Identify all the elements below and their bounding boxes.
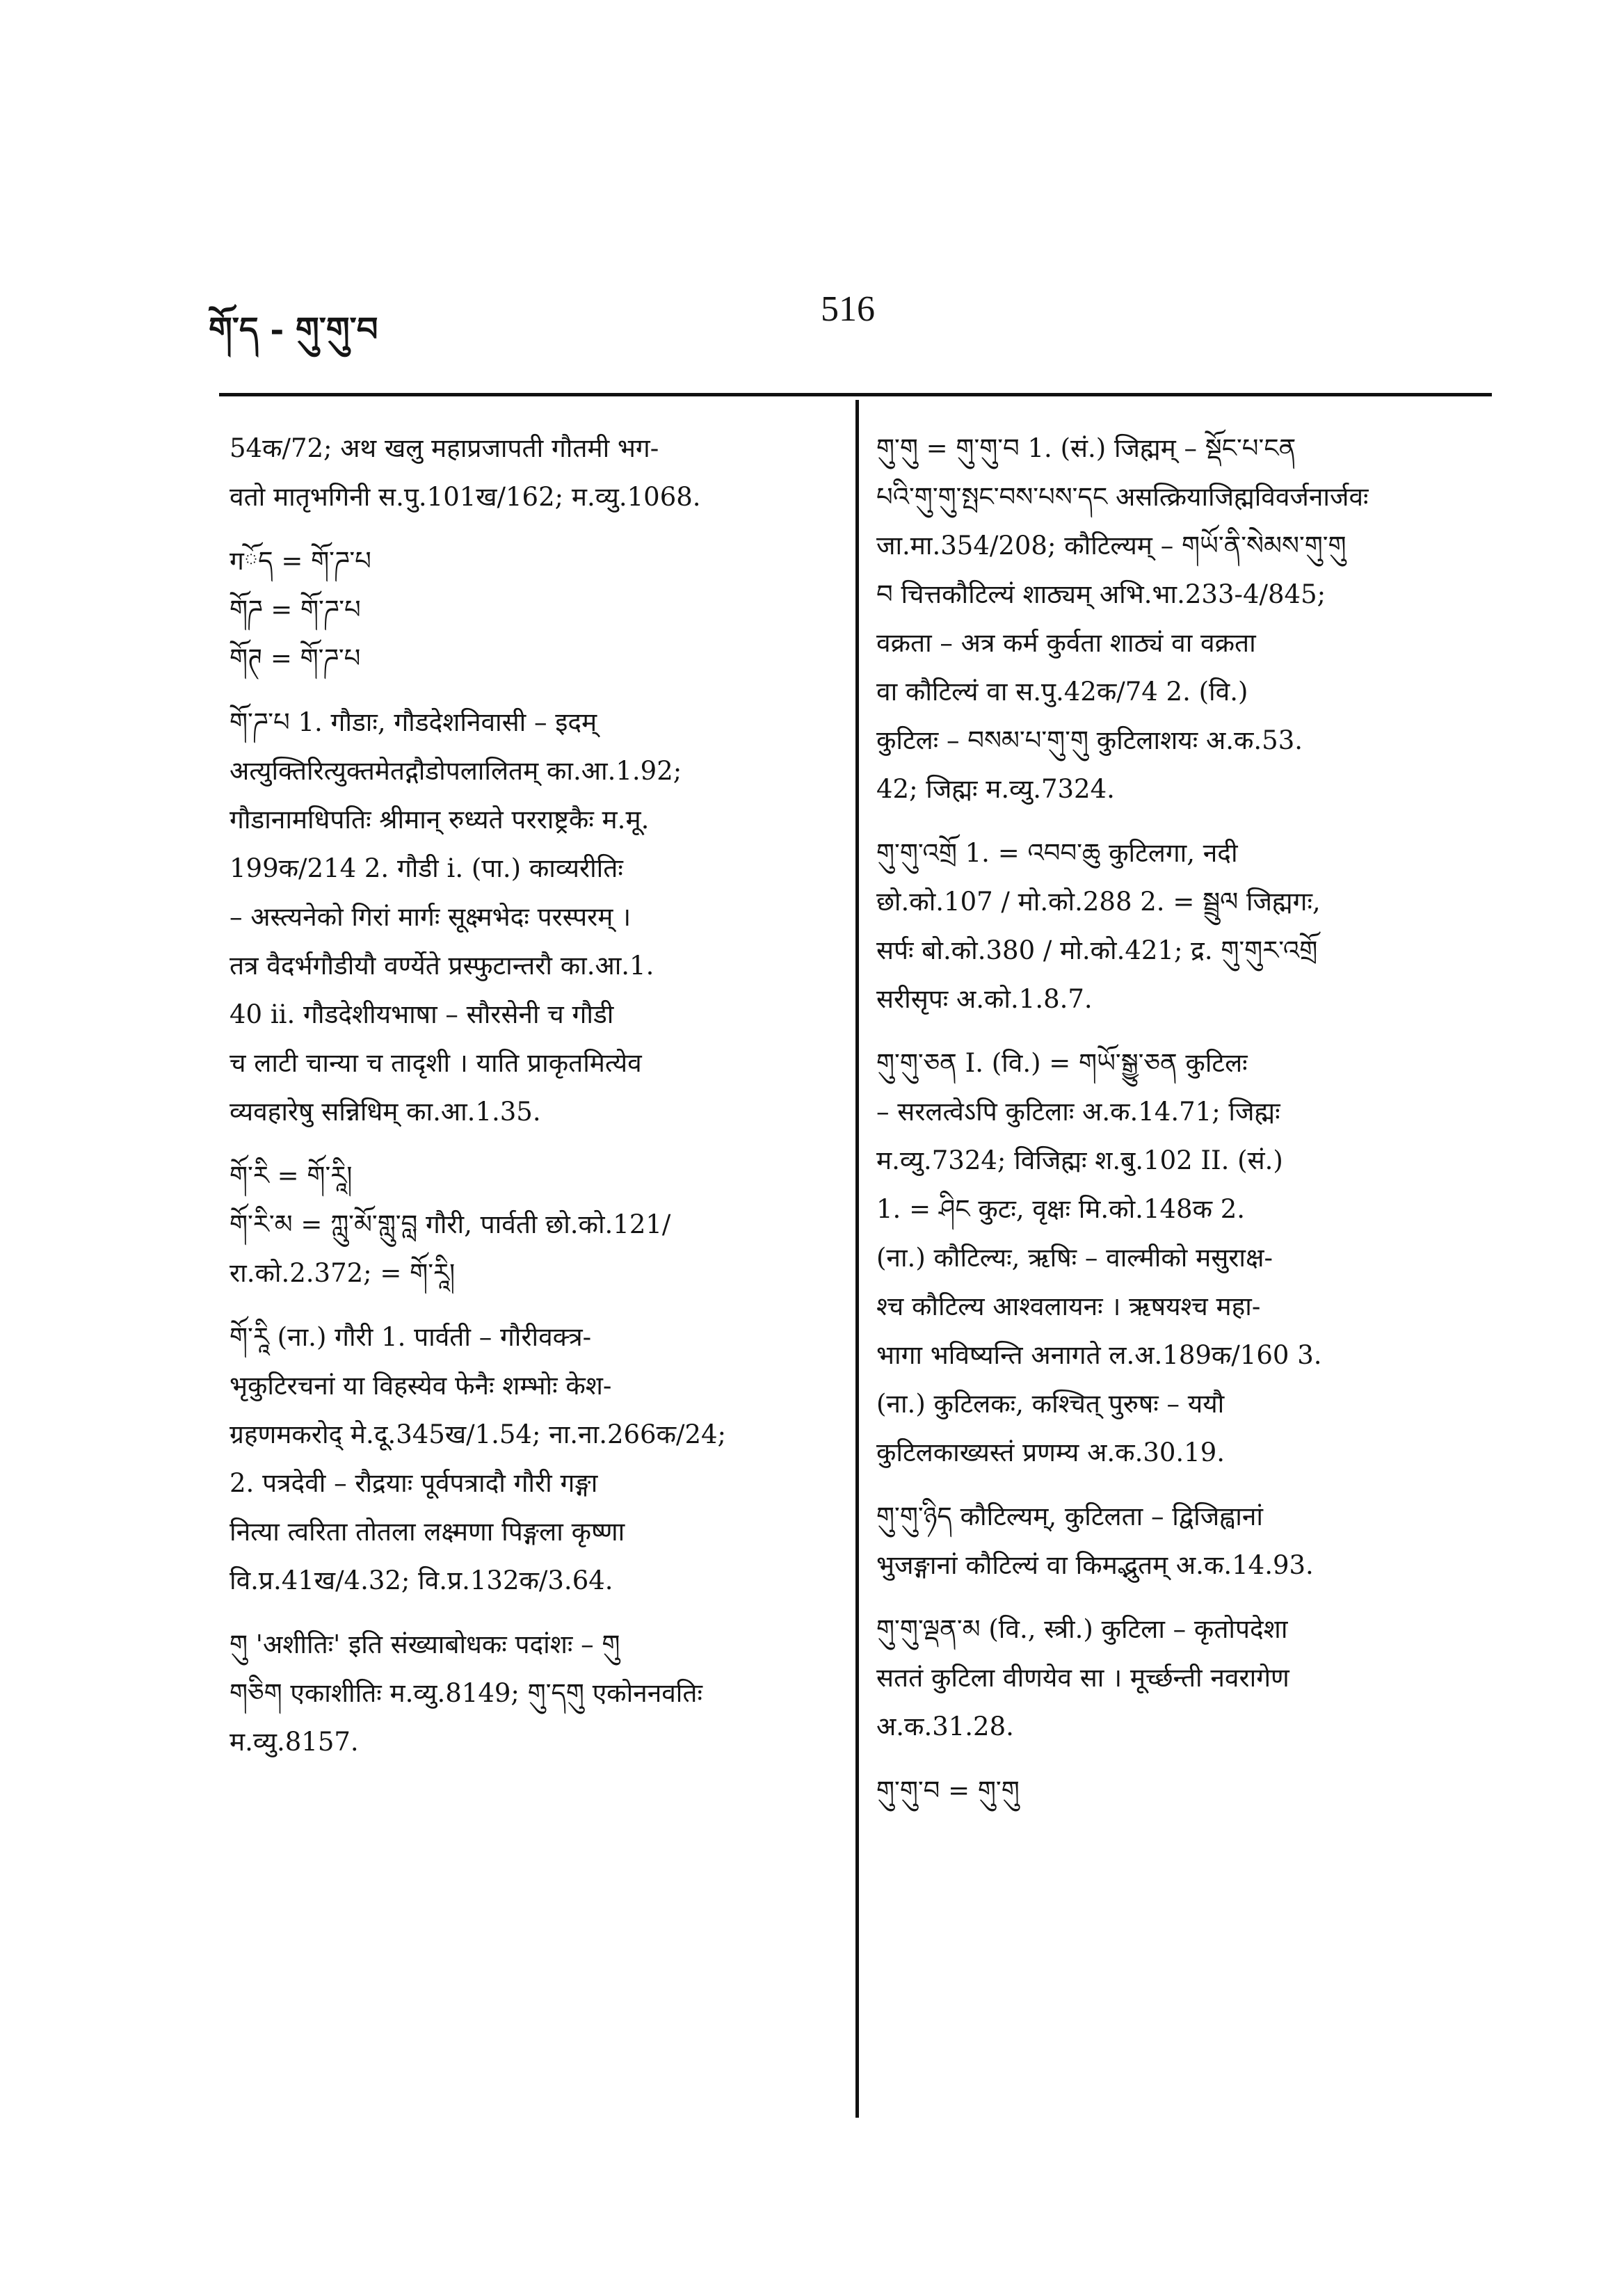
entry-gap xyxy=(876,814,1492,829)
entry-gap xyxy=(230,1298,828,1313)
dictionary-line: གཅིག एकाशीतिः म.व्यु.8149; གུ་དགུ एकोननवतिः xyxy=(230,1678,702,1708)
page-number: 516 xyxy=(821,289,875,329)
dictionary-line: 1. = ཤིང कुटः, वृक्षः मि.को.148क 2. xyxy=(876,1194,1246,1224)
dictionary-line: 40 ii. गौडदेशीयभाषा – सौरसेनी च गौडी xyxy=(230,999,614,1029)
dictionary-line: གོཊ = གོ་ཌ་པ xyxy=(230,643,361,673)
dictionary-line: सरीसृपः अ.को.1.8.7. xyxy=(876,984,1093,1014)
dictionary-line: – अस्त्यनेको गिरां मार्गः सूक्ष्मभेदः परस्परम् । xyxy=(230,902,632,932)
dictionary-line: वतो मातृभगिनी स.पु.101ख/162; म.व्यु.1068. xyxy=(230,482,701,512)
dictionary-line: གུ་གུ་བ = གུ་གུ xyxy=(876,1776,1020,1805)
dictionary-line: 54क/72; अथ खलु महाप्रजापती गौतमी भग- xyxy=(230,433,659,463)
dictionary-line: वक्रता – अत्र कर्म कुर्वता शाठ्यं वा वक्रता xyxy=(876,628,1256,658)
dictionary-line: नित्या त्वरिता तोतला लक्ष्मणा पिङ्गला कृष्णा xyxy=(230,1517,625,1547)
dictionary-line: अ.क.31.28. xyxy=(876,1712,1014,1741)
dictionary-line: गौडानामधिपतिः श्रीमान् रुध्यते परराष्ट्रकैः म.मू. xyxy=(230,805,650,835)
dictionary-line: वा कौटिल्यं वा स.पु.42क/74 2. (वि.) xyxy=(876,677,1248,707)
dictionary-line: सर्पः बो.को.380 / मो.को.421; द्र. གུ་གུར་འགྲོ xyxy=(876,935,1318,965)
header-rule xyxy=(219,393,1492,396)
entry-gap xyxy=(876,1024,1492,1039)
entry-gap xyxy=(230,1605,828,1620)
dictionary-line: कुटिलः – བསམ་པ་གུ་གུ कुटिलाशयः अ.क.53. xyxy=(876,725,1303,755)
running-header-word: གོ་ད - གུ་གུ་བ xyxy=(209,310,378,349)
dictionary-line: वि.प्र.41ख/4.32; वि.प्र.132क/3.64. xyxy=(230,1565,613,1595)
entry-gap xyxy=(876,1590,1492,1605)
dictionary-line: 2. पत्रदेवी – रौद्रयाः पूर्वपत्रादौ गौरी गङ्गा xyxy=(230,1468,598,1498)
dictionary-line: པའི་གུ་གུ་སྤང་བས་པས་དང असत्क्रियाजिह्मविवर्जनार्जवः xyxy=(876,482,1369,512)
right-column xyxy=(876,424,1492,1815)
dictionary-line: གུ་གུ་ཅན I. (वि.) = གཡོ་སྒྱུ་ཅན कुटिलः xyxy=(876,1048,1248,1078)
left-column xyxy=(230,424,828,1766)
entry-gap xyxy=(876,1751,1492,1766)
column-divider xyxy=(855,400,859,2118)
dictionary-line: सततं कुटिला वीणयेव सा । मूर्च्छन्ती नवरागेण xyxy=(876,1663,1289,1693)
dictionary-line: གུ 'अशीतिः' इति संख्याबोधकः पदांशः – གུ xyxy=(230,1629,620,1659)
dictionary-line: གོ་ཌ་པ 1. गौडाः, गौडदेशनिवासी – इदम् xyxy=(230,707,597,737)
dictionary-line: भुजङ्गानां कौटिल्यं वा किमद्भुतम् अ.क.14.93. xyxy=(876,1550,1314,1580)
dictionary-line: གོཌ = གོ་ཌ་པ xyxy=(230,595,361,625)
entry-gap xyxy=(230,683,828,698)
dictionary-line: 199क/214 2. गौडी i. (पा.) काव्यरीतिः xyxy=(230,853,623,883)
dictionary-line: གུ་གུ་འགྲོ 1. = འབབ་ཆུ कुटिलगा, नदी xyxy=(876,838,1238,868)
dictionary-line: – सरलत्वेऽपि कुटिलाः अ.क.14.71; जिह्मः xyxy=(876,1097,1280,1127)
dictionary-line: रा.को.2.372; = གོ་རཱི། xyxy=(230,1258,456,1288)
dictionary-line: व्यवहारेषु सन्निधिम् का.आ.1.35. xyxy=(230,1097,541,1127)
dictionary-line: च लाटी चान्या च तादृशी । याति प्राकृतमित्येव xyxy=(230,1048,642,1078)
dictionary-line: 42; जिह्मः म.व्यु.7324. xyxy=(876,774,1115,804)
dictionary-line: श्च कौटिल्य आश्वलायनः । ऋषयश्च महा- xyxy=(876,1291,1261,1321)
dictionary-line: (ना.) कौटिल्यः, ऋषिः – वाल्मीको मसुराक्ष- xyxy=(876,1243,1273,1273)
dictionary-line: (ना.) कुटिलकः, कश्चित् पुरुषः – ययौ xyxy=(876,1389,1225,1419)
dictionary-line: བ चित्तकौटिल्यं शाठ्यम् अभि.भा.233-4/845; xyxy=(876,579,1326,609)
dictionary-line: གོ་རི = གོ་རཱི། xyxy=(230,1161,353,1191)
dictionary-line: ग्रहणमकरोद् मे.दू.345ख/1.54; ना.ना.266क/24; xyxy=(230,1419,726,1449)
dictionary-line: तत्र वैदर्भगौडीयौ वर्ण्येते प्रस्फुटान्तरौ का.आ.1. xyxy=(230,951,654,981)
dictionary-line: छो.को.107 / मो.को.288 2. = སྦྲུལ जिह्मगः, xyxy=(876,887,1321,917)
dictionary-line: म.व्यु.7324; विजिह्मः श.बु.102 II. (सं.) xyxy=(876,1145,1283,1175)
dictionary-line: གུ་གུ = གུ་གུ་བ 1. (सं.) जिह्मम् – སྡོང་པ་ངན xyxy=(876,433,1296,463)
entry-gap xyxy=(230,522,828,537)
dictionary-line: གོ་རཱི (ना.) गौरी 1. पार्वती – गौरीवक्त्र- xyxy=(230,1322,592,1352)
entry-gap xyxy=(230,1136,828,1152)
dictionary-line: म.व्यु.8157. xyxy=(230,1727,359,1757)
dictionary-line: अत्युक्तिरित्युक्तमेतद्गौडोपलालितम् का.आ.1.92; xyxy=(230,756,682,786)
dictionary-line: जा.मा.354/208; कौटिल्यम् – གཡོ་ནི་སེམས་གུ་གུ xyxy=(876,531,1346,561)
dictionary-line: गོད = གོ་ཌ་པ xyxy=(230,546,371,576)
dictionary-line: གུ་གུ་ལྡན་མ (वि., स्त्री.) कुटिला – कृतोपदेशा xyxy=(876,1614,1288,1644)
dictionary-line: कुटिलकाख्यस्तं प्रणम्य अ.क.30.19. xyxy=(876,1438,1225,1467)
dictionary-line: གོ་རི་མ = ཀླུ་མོ་གླུ་བླ गौरी, पार्वती छो.को.121/ xyxy=(230,1209,671,1239)
dictionary-line: གུ་གུ་ཉིད कौटिल्यम्, कुटिलता – द्विजिह्वानां xyxy=(876,1502,1263,1531)
entry-gap xyxy=(876,1477,1492,1492)
dictionary-line: भागा भविष्यन्ति अनागते ल.अ.189क/160 3. xyxy=(876,1340,1322,1370)
dictionary-line: भृकुटिरचनां या विहस्येव फेनैः शम्भोः केश- xyxy=(230,1371,612,1401)
